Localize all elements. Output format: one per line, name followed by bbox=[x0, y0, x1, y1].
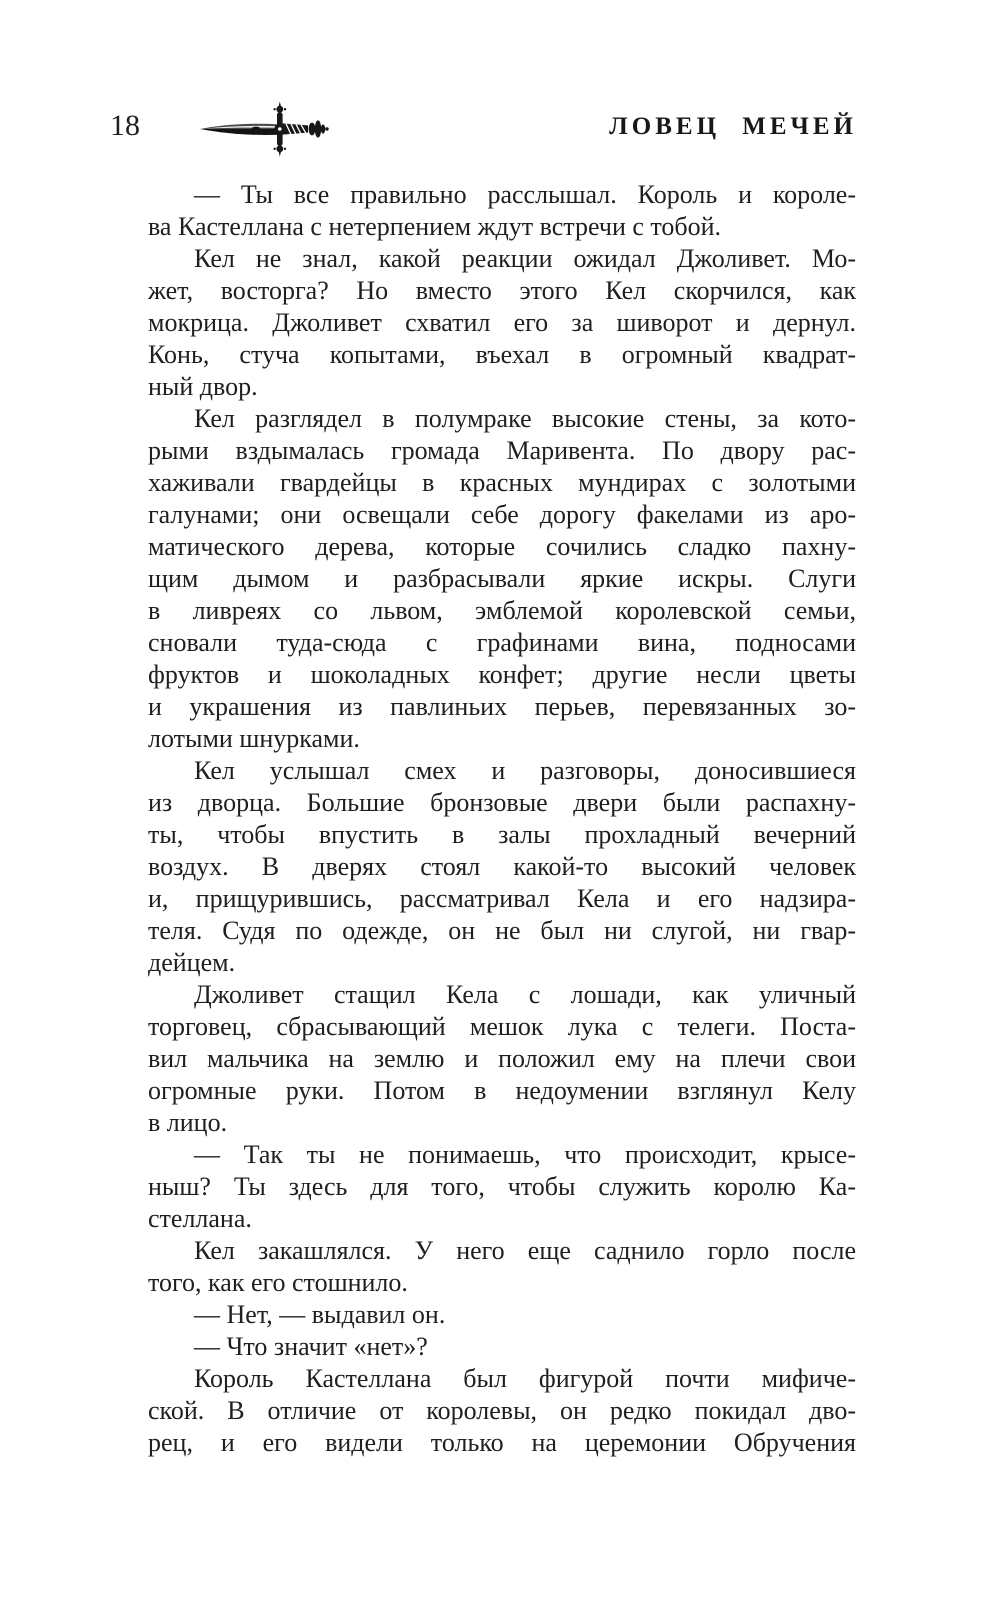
page-body bbox=[148, 179, 856, 1459]
paragraph bbox=[148, 179, 856, 243]
text-line: Кел не знал, какой реакции ожидал Джоливет. Мо- bbox=[194, 244, 856, 273]
text-line: ный двор. bbox=[148, 372, 258, 401]
text-line: щим дымом и разбрасывали яркие искры. Слуги bbox=[148, 564, 856, 593]
text-line: Кел закашлялся. У него еще саднило горло после bbox=[194, 1236, 856, 1265]
text-line: мокрица. Джоливет схватил его за шиворот и дернул. bbox=[148, 308, 856, 337]
paragraph bbox=[148, 1235, 856, 1299]
text-line: ныш? Ты здесь для того, чтобы служить королю Ка- bbox=[148, 1172, 856, 1201]
text-line: вил мальчика на землю и положил ему на плечи свои bbox=[148, 1044, 856, 1073]
text-line: ты, чтобы впустить в залы прохладный вечерний bbox=[148, 820, 856, 849]
text-line: жет, восторга? Но вместо этого Кел скорчился, как bbox=[148, 276, 856, 305]
paragraph bbox=[148, 1299, 856, 1331]
text-line: дейцем. bbox=[148, 948, 236, 977]
text-line: — Так ты не понимаешь, что происходит, крысе- bbox=[194, 1140, 856, 1169]
paragraph bbox=[148, 755, 856, 979]
text-line: ской. В отличие от королевы, он редко покидал дво- bbox=[148, 1396, 856, 1425]
text-line: того, как его стошнило. bbox=[148, 1268, 408, 1297]
running-title: ЛОВЕЦ МЕЧЕЙ bbox=[609, 113, 857, 140]
text-line: сновали туда-сюда с графинами вина, подносами bbox=[148, 628, 856, 657]
text-line: галунами; они освещали себе дорогу факелами из аро- bbox=[148, 500, 856, 529]
page-number: 18 bbox=[110, 109, 140, 142]
text-line: из дворца. Большие бронзовые двери были распахну- bbox=[148, 788, 856, 817]
text-line: стеллана. bbox=[148, 1204, 252, 1233]
text-line: матического дерева, которые сочились сладко пахну- bbox=[148, 532, 856, 561]
dagger-icon bbox=[196, 98, 331, 165]
text-line: и украшения из павлиньих перьев, перевязанных зо- bbox=[148, 692, 856, 721]
paragraph bbox=[148, 979, 856, 1139]
text-line: хаживали гвардейцы в красных мундирах с золотыми bbox=[148, 468, 856, 497]
text-line: Кел услышал смех и разговоры, доносившиеся bbox=[194, 756, 856, 785]
paragraph bbox=[148, 243, 856, 403]
text-line: — Что значит «нет»? bbox=[194, 1332, 428, 1361]
paragraph bbox=[148, 403, 856, 755]
text-line: — Нет, — выдавил он. bbox=[194, 1300, 446, 1329]
text-line: фруктов и шоколадных конфет; другие несли цветы bbox=[148, 660, 856, 689]
text-line: воздух. В дверях стоял какой-то высокий человек bbox=[148, 852, 856, 881]
text-line: рец, и его видели только на церемонии Обручения bbox=[148, 1428, 856, 1457]
text-line: и, прищурившись, рассматривал Кела и его надзира- bbox=[148, 884, 856, 913]
text-line: огромные руки. Потом в недоумении взглянул Келу bbox=[148, 1076, 856, 1105]
text-line: ва Кастеллана с нетерпением ждут встречи с тобой. bbox=[148, 212, 722, 241]
text-line: теля. Судя по одежде, он не был ни слугой, ни гвар- bbox=[148, 916, 856, 945]
text-line: торговец, сбрасывающий мешок лука с телеги. Поста- bbox=[148, 1012, 856, 1041]
text-line: в лицо. bbox=[148, 1108, 228, 1137]
text-line: — Ты все правильно расслышал. Король и короле- bbox=[194, 180, 856, 209]
text-line: в ливреях со львом, эмблемой королевской семьи, bbox=[148, 596, 856, 625]
text-line: рыми вздымалась громада Маривента. По двору рас- bbox=[148, 436, 856, 465]
paragraph bbox=[148, 1363, 856, 1459]
paragraph bbox=[148, 1139, 856, 1235]
text-line: Джоливет стащил Кела с лошади, как уличный bbox=[194, 980, 856, 1009]
text-line: лотыми шнурками. bbox=[148, 724, 360, 753]
paragraph bbox=[148, 1331, 856, 1363]
text-line: Конь, стуча копытами, въехал в огромный квадрат- bbox=[148, 340, 856, 369]
text-line: Король Кастеллана был фигурой почти мифиче- bbox=[194, 1364, 856, 1393]
text-line: Кел разглядел в полумраке высокие стены, за кото- bbox=[194, 404, 856, 433]
